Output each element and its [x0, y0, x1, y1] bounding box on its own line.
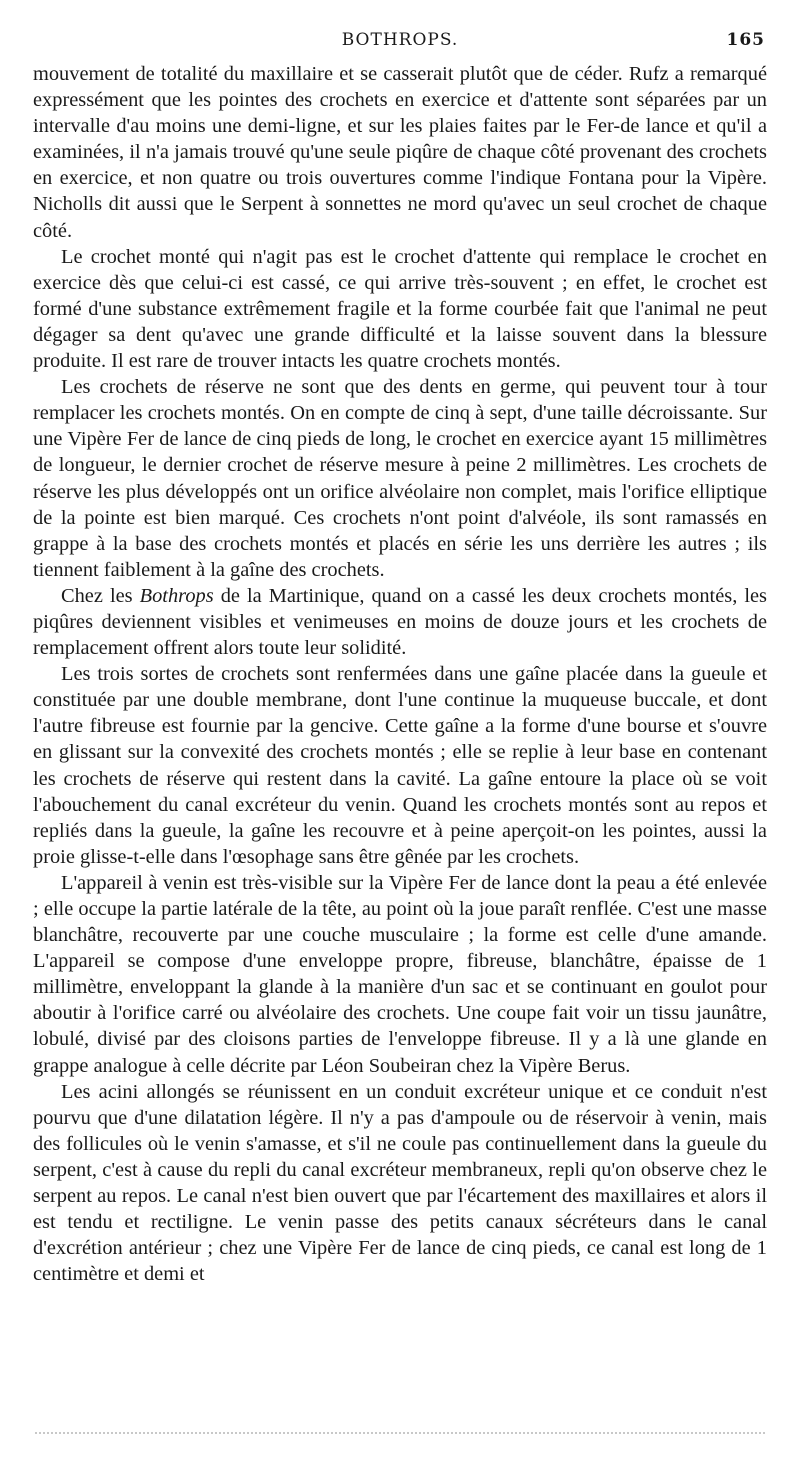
running-head [35, 30, 765, 56]
paragraph-4: Chez les Bothrops de la Martinique, quand on a cassé les deux crochets montés, les piqûres deviennent visibles et venimeuses en moins de douze jours et les crochets de remplacement offrent alors toute leur solidité. [33, 584, 767, 660]
paragraph-7: Les acini allongés se réunissent en un conduit excréteur unique et ce conduit n'est pourvu que d'une dilatation légère. Il n'y a pas d'ampoule ou de réservoir à venin, mais des follicules où le venin s'amasse, et s'il ne coule pas continuellement dans la gueule du serpent, c'est à cause du repli du canal excréteur membraneux, repli qu'on observe chez le serpent au repos. Le canal n'est bien ouvert que par l'écartement des maxillaires et alors il est tendu et rectiligne. Le venin passe des petits canaux sécréteurs dans le canal d'excrétion antérieur ; chez une Vipère Fer de lance de cinq pieds, ce canal est long de 1 centimètre et demi et [33, 1080, 767, 1286]
paragraph-5: Les trois sortes de crochets sont renfermées dans une gaîne placée dans la gueule et constituée par une double membrane, dont l'une continue la muqueuse buccale, et dont l'autre fibreuse est fournie par la gencive. Cette gaîne a la forme d'une bourse et s'ouvre en glissant sur la convexité des crochets montés ; elle se replie à leur base en contenant les crochets de réserve qui restent dans la cavité. La gaîne entoure la place où se voit l'abouchement du canal excréteur du venin. Quand les crochets montés sont au repos et repliés dans la gueule, la gaîne les recouvre et à peine aperçoit-on les pointes, aussi la proie glisse-t-elle dans l'œsophage sans être gênée par les crochets. [33, 663, 767, 868]
paragraph-1: mouvement de totalité du maxillaire et se casserait plutôt que de céder. Rufz a remarqué expressément que les pointes des crochets en exercice et d'attente sont séparées par un intervalle d'au moins une demi-ligne, et sur les plaies faites par le Fer-de lance et qu'il a examinées, il n'a jamais trouvé qu'une seule piqûre de chaque côté provenant des crochets en exercice, et non quatre ou trois ouvertures comme l'indique Fontana pour la Vipère. Nicholls dit aussi que le Serpent à sonnettes ne mord qu'avec un seul crochet de chaque côté. [33, 63, 767, 242]
paragraph-2: Le crochet monté qui n'agit pas est le crochet d'attente qui remplace le crochet en exercice dès que celui-ci est cassé, ce qui arrive très-souvent ; en effet, le crochet est formé d'une substance extrêmement fragile et la forme courbée fait que l'animal ne peut dégager sa dent qu'avec une grande difficulté et la laisse souvent dans la blessure produite. Il est rare de trouver intacts les quatre crochets montés. [33, 245, 767, 373]
paragraph-3: Les crochets de réserve ne sont que des dents en germe, qui peuvent tour à tour remplacer les crochets montés. On en compte de cinq à sept, d'une taille décroissante. Sur une Vipère Fer de lance de cinq pieds de long, le crochet en exercice ayant 15 millimètres de longueur, le dernier crochet de réserve mesure à peine 2 millimètres. Les crochets de réserve les plus développés ont un orifice alvéolaire non complet, mais l'orifice elliptique de la pointe est bien marqué. Ces crochets n'ont point d'alvéole, ils sont ramassés en grappe à la base des crochets montés et placés en série les uns derrière les autres ; ils tiennent faiblement à la gaîne des crochets. [33, 376, 767, 581]
paragraph-6: L'appareil à venin est très-visible sur la Vipère Fer de lance dont la peau a été enlevée ; elle occupe la partie latérale de la tête, au point où la joue paraît renflée. C'est une masse blanchâtre, recouverte par une couche musculaire ; la forme est celle d'une amande. L'appareil se compose d'une enveloppe propre, fibreuse, blanchâtre, épaisse de 1 millimètre, enveloppant la glande à la manière d'un sac et se continuant en goulot pour aboutir à l'orifice carré ou alvéolaire des crochets. Une coupe fait voir un tissu jaunâtre, lobulé, divisé par des cloisons parties de l'enveloppe fibreuse. Il y a là une glande en grappe analogue à celle décrite par Léon Soubeiran chez la Vipère Berus. [33, 871, 767, 1077]
genus-name: Bothrops [139, 584, 214, 607]
running-title: BOTHROPS. [341, 30, 459, 50]
page-number: 165 [726, 30, 765, 50]
scan-artifact-line [35, 1432, 765, 1436]
body-text [33, 61, 767, 1287]
